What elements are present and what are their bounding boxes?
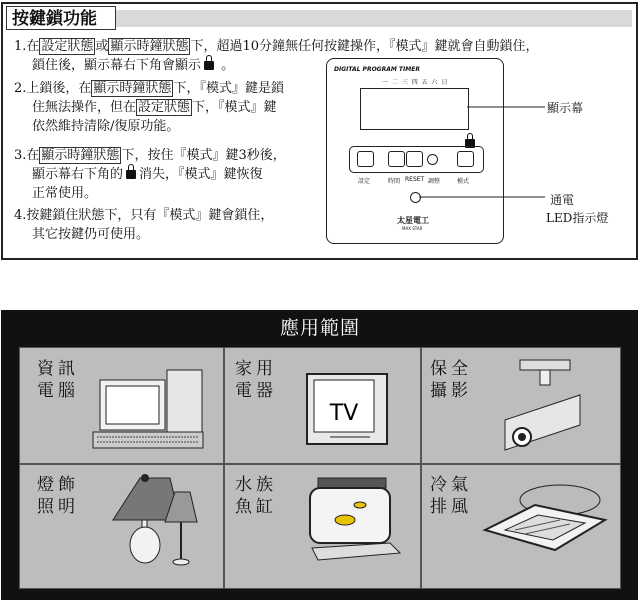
lamp-icon (113, 474, 197, 565)
set-state-box: 設定狀態 (41, 39, 94, 54)
lock-item-1: 1.在 設定狀態 或 顯示時鐘狀態 下，超過10分鐘無任何按鍵操作，『模式』鍵就會自動鎖住， 鎖住後，顯示幕右下角會顯示 。 (14, 39, 539, 73)
item-text: 在 (26, 148, 40, 163)
item-text: 下，『模式』鍵是鎖 (173, 81, 284, 96)
computer-icon (93, 370, 203, 448)
display-callout: 顯示幕 (547, 101, 584, 115)
item-text: 下，按住『模式』鍵3秒後， (121, 148, 286, 163)
item-text: 顯示幕右下角的 (32, 167, 124, 182)
cell-label-appliance: 家用 電器 (235, 359, 277, 401)
brand-logo: 太星電工 (397, 216, 429, 225)
item-text: 住無法操作，但在 (32, 100, 137, 115)
item-text: 消失，『模式』鍵恢復 (139, 167, 263, 182)
item-number: 4. (14, 208, 27, 223)
item-text: 正常使用。 (32, 186, 98, 201)
tv-screen-text: TV (329, 401, 359, 426)
reset-label: RESET (405, 176, 425, 183)
security-camera-icon (505, 360, 580, 450)
item-text: 依然維持清除/復原功能。 (32, 119, 180, 134)
item-text: 上鎖後，在 (26, 81, 92, 96)
applications-title: 應用範圍 (279, 317, 360, 339)
adjust-label: 調整 (428, 178, 441, 185)
mode-label: 模式 (457, 178, 470, 185)
cell-label-aquarium: 水族 魚缸 (235, 475, 277, 517)
set-state-box: 設定狀態 (138, 100, 191, 115)
exhaust-fan-icon (485, 485, 605, 550)
cell-label-ventilation: 冷氣 排風 (430, 475, 472, 517)
item-number: 1. (14, 39, 27, 54)
cell-label-computer: 資訊 電腦 (37, 359, 79, 401)
clock-state-box: 顯示時鐘狀態 (93, 81, 172, 96)
set-label: 設定 (358, 178, 371, 185)
led-callout: LED指示燈 (546, 211, 609, 225)
section-title: 按鍵鎖功能 (6, 6, 116, 30)
item-text: 其它按鍵仍可使用。 (32, 227, 150, 242)
tv-icon (307, 374, 387, 444)
time-label: 時間 (388, 178, 401, 185)
item-number: 3. (14, 148, 27, 163)
item-text: 下，超過10分鐘無任何按鍵操作，『模式』鍵就會自動鎖住， (190, 39, 539, 54)
aquarium-icon (310, 478, 400, 560)
item-text: 按鍵鎖住狀態下，只有『模式』鍵會鎖住， (26, 208, 274, 223)
item-number: 2. (14, 81, 27, 96)
item-text: 在 (26, 39, 40, 54)
cell-label-lighting: 燈飾 照明 (37, 475, 79, 517)
cell-label-security: 保全 攝影 (430, 359, 472, 401)
clock-state-box: 顯示時鐘狀態 (41, 148, 120, 163)
item-text: 下，『模式』鍵 (192, 100, 277, 115)
clock-state-box: 顯示時鐘狀態 (110, 39, 189, 54)
brand-subtitle: MAX STAR (402, 226, 423, 231)
power-callout: 通電 (550, 193, 575, 207)
item-text: 鎖住後，顯示幕右下角會顯示 (32, 58, 202, 73)
device-title: DIGITAL PROGRAM TIMER (334, 66, 420, 73)
day-row: 一 二 三 四 五 六 日 (382, 79, 449, 86)
item-text: 或 (95, 39, 109, 54)
